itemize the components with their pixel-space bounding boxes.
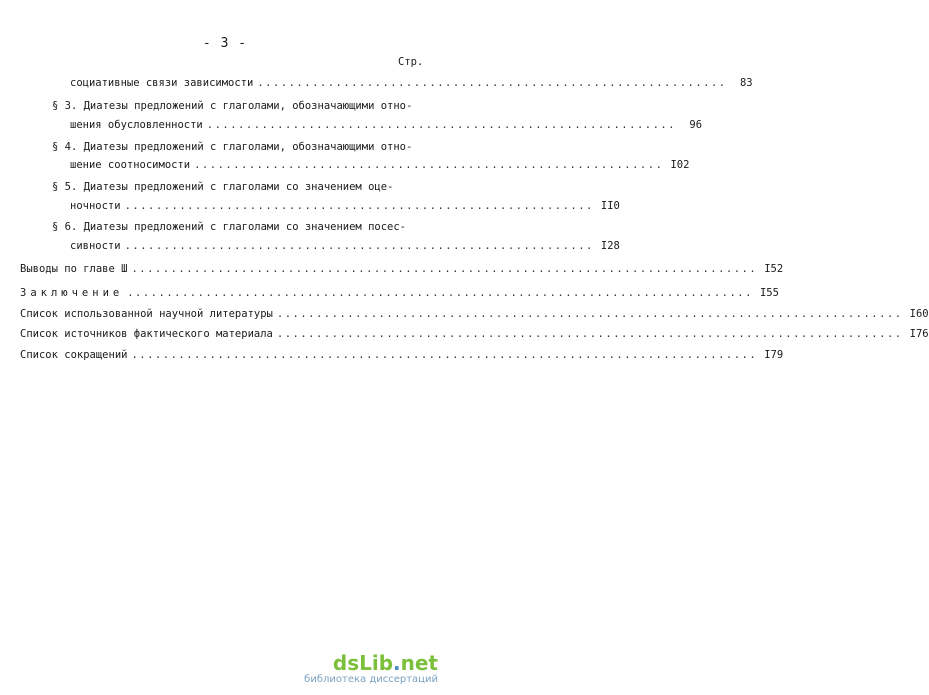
toc-leader-dots: ................................................................................ bbox=[127, 287, 753, 299]
toc-leader-dots: ............................................................ bbox=[124, 240, 594, 252]
toc-entry-text: § 3. Диатезы предложений с глаголами, обозначающими отно- bbox=[52, 100, 413, 112]
logo-tld: net bbox=[400, 651, 438, 675]
toc-entry-page: 96 bbox=[689, 119, 703, 131]
toc-entry-page: I55 bbox=[759, 287, 779, 299]
toc-leader-dots: ............................................................ bbox=[124, 200, 594, 212]
watermark-subtitle: библиотека диссертаций bbox=[304, 674, 438, 685]
toc-entry bbox=[70, 117, 703, 133]
toc-entry bbox=[70, 75, 753, 91]
toc-entry-page: I60 bbox=[909, 308, 929, 320]
toc-entry-text: § 6. Диатезы предложений с глаголами со значением посес- bbox=[52, 221, 407, 233]
toc-leader-dots: ............................................................ bbox=[206, 119, 677, 131]
toc-entry-text: Список использованной научной литературы bbox=[20, 308, 273, 320]
toc-entry-text: шение соотносимости bbox=[70, 159, 191, 171]
toc-entry-text: сивности bbox=[70, 240, 121, 252]
toc-entry bbox=[20, 326, 929, 342]
toc-entry-text: шения обусловленности bbox=[70, 119, 203, 131]
toc-entry-text: Выводы по главе Ш bbox=[20, 263, 128, 275]
toc-entry-page: I52 bbox=[764, 263, 784, 275]
dslib-watermark bbox=[304, 653, 438, 685]
toc-entry bbox=[20, 306, 929, 322]
toc-entry bbox=[70, 238, 620, 254]
toc-leader-dots: ................................................................................ bbox=[276, 308, 903, 320]
dslib-logo bbox=[304, 653, 438, 673]
page-column-label: Стр. bbox=[398, 56, 424, 68]
toc-entry bbox=[52, 98, 412, 114]
toc-entry-text: Список источников фактического материала bbox=[20, 328, 273, 340]
toc-leader-dots: ................................................................................ bbox=[276, 328, 903, 340]
toc-entry-text: § 4. Диатезы предложений с глаголами, обозначающими отно- bbox=[52, 141, 413, 153]
toc-entry bbox=[70, 198, 620, 214]
toc-entry bbox=[52, 179, 393, 195]
page-number: - 3 - bbox=[202, 36, 248, 51]
toc-entry-text: ночности bbox=[70, 200, 121, 212]
logo-dot: . bbox=[393, 651, 401, 675]
toc-entry bbox=[20, 261, 784, 277]
toc-entry-page: II0 bbox=[600, 200, 620, 212]
toc-entry bbox=[70, 157, 690, 173]
toc-leader-dots: ............................................................ bbox=[257, 77, 727, 89]
toc-entry-page: I79 bbox=[764, 349, 784, 361]
toc-leader-dots: ................................................................................ bbox=[131, 263, 758, 275]
toc-entry-page: I28 bbox=[600, 240, 620, 252]
toc-entry-page: I76 bbox=[909, 328, 929, 340]
toc-entry-text: социативные связи зависимости bbox=[70, 77, 254, 89]
toc-entry bbox=[20, 285, 779, 301]
toc-entry-text: § 5. Диатезы предложений с глаголами со значением оце- bbox=[52, 181, 394, 193]
toc-entry-text: Список сокращений bbox=[20, 349, 128, 361]
toc-leader-dots: ............................................................ bbox=[194, 159, 664, 171]
toc-entry bbox=[52, 139, 412, 155]
logo-main: dsLib bbox=[332, 651, 394, 675]
toc-entry bbox=[52, 219, 406, 235]
toc-entry-page: 83 bbox=[739, 77, 753, 89]
toc-entry-text: Заключение bbox=[20, 287, 124, 299]
toc-leader-dots: ................................................................................ bbox=[131, 349, 758, 361]
toc-entry bbox=[20, 347, 784, 363]
toc-entry-page: I02 bbox=[670, 159, 690, 171]
